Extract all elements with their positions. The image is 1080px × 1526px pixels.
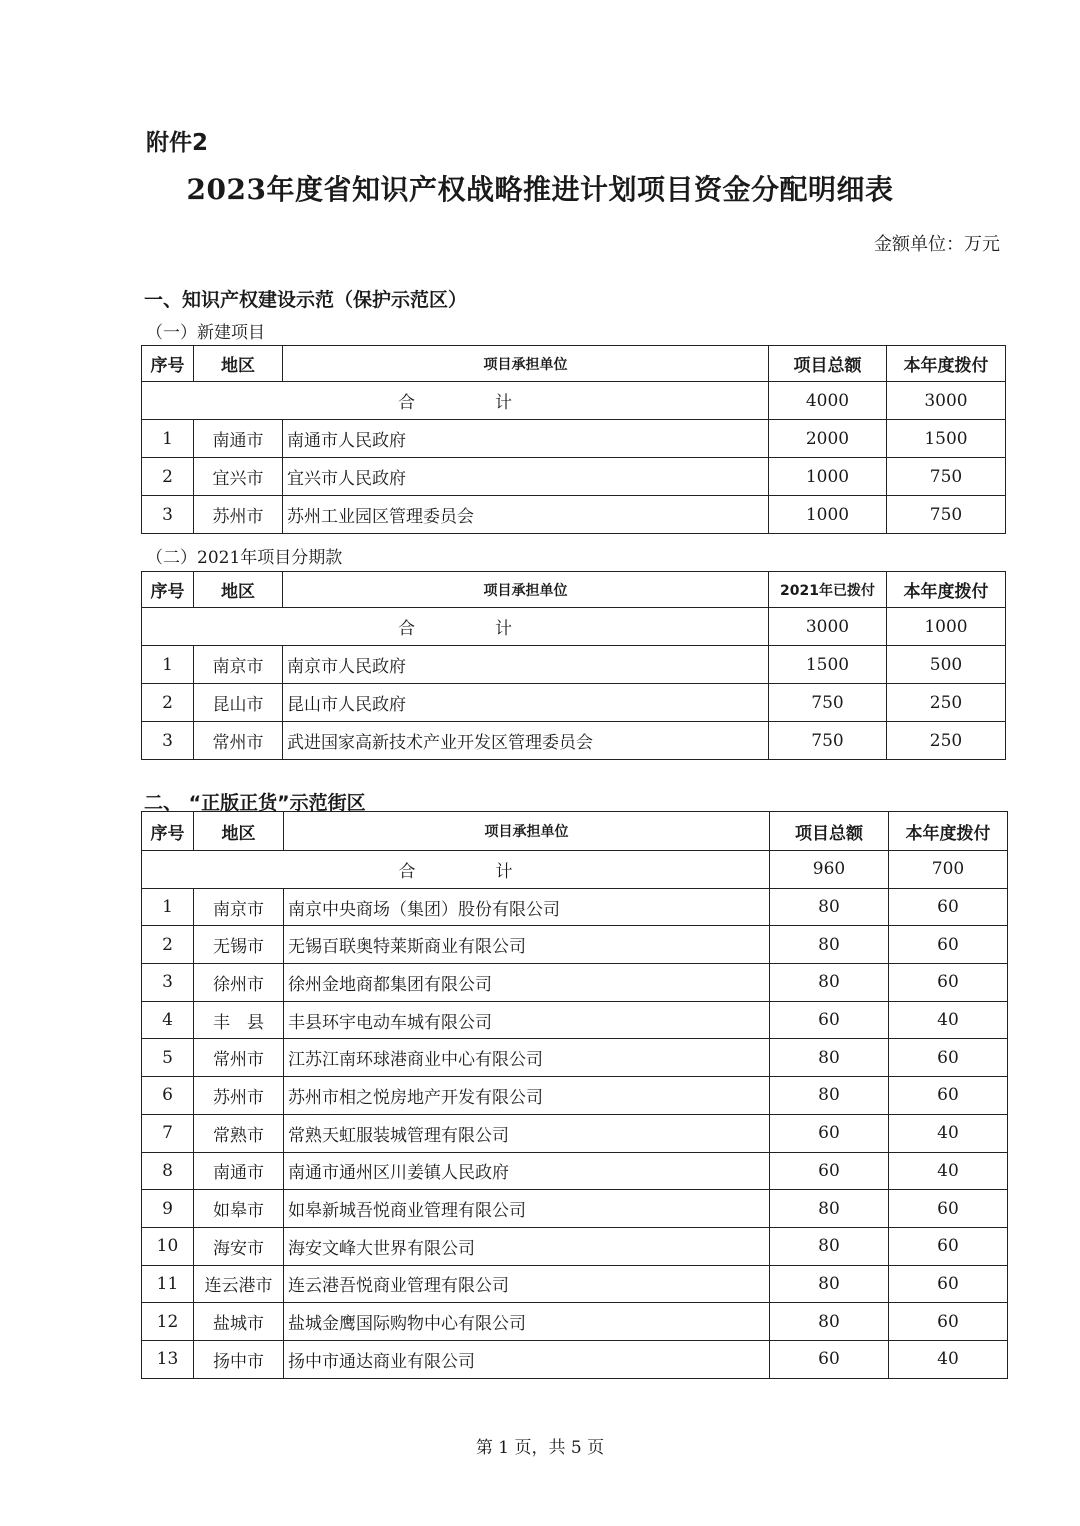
row-region: 丰 县 [194, 1001, 284, 1039]
row-region: 常州市 [194, 1039, 284, 1077]
row-number: 3 [142, 496, 194, 534]
column-header: 项目承担单位 [283, 346, 769, 382]
row-region: 无锡市 [194, 926, 284, 964]
total-label [142, 608, 769, 646]
row-region: 徐州市 [194, 964, 284, 1002]
row-region: 昆山市 [194, 684, 283, 722]
row-value2: 250 [887, 722, 1006, 760]
table-row [142, 722, 1006, 760]
total-label-right: 计 [495, 619, 512, 639]
row-number: 1 [142, 420, 194, 458]
row-unit: 苏州市相之悦房地产开发有限公司 [284, 1077, 770, 1115]
row-number: 9 [142, 1190, 194, 1228]
total-v1: 960 [770, 851, 889, 889]
table-row [142, 1152, 1008, 1190]
row-value2: 1500 [887, 420, 1006, 458]
column-header: 项目总额 [770, 812, 889, 851]
total-label-right: 计 [495, 861, 513, 882]
row-unit: 丰县环宇电动车城有限公司 [284, 1001, 770, 1039]
row-value2: 60 [889, 1303, 1008, 1341]
row-unit: 南京中央商场（集团）股份有限公司 [284, 888, 770, 926]
row-region: 苏州市 [194, 496, 283, 534]
row-number: 7 [142, 1114, 194, 1152]
document-title: 2023年度省知识产权战略推进计划项目资金分配明细表 [186, 173, 894, 206]
row-unit: 海安文峰大世界有限公司 [284, 1227, 770, 1265]
row-value1: 80 [770, 1077, 889, 1115]
row-number: 5 [142, 1039, 194, 1077]
row-unit: 无锡百联奥特莱斯商业有限公司 [284, 926, 770, 964]
total-row [142, 851, 1008, 889]
attachment-label: 附件2 [146, 130, 209, 156]
column-header: 本年度拨付 [887, 572, 1006, 608]
section1-heading: 一、知识产权建设示范（保护示范区） [144, 289, 468, 311]
row-value1: 80 [770, 1227, 889, 1265]
row-region: 常熟市 [194, 1114, 284, 1152]
table-row [142, 964, 1008, 1002]
row-region: 连云港市 [194, 1265, 284, 1303]
row-value1: 750 [769, 684, 887, 722]
table-row [142, 1227, 1008, 1265]
row-region: 南通市 [194, 1152, 284, 1190]
row-value1: 80 [770, 1039, 889, 1077]
column-header: 2021年已拨付 [769, 572, 887, 608]
table-row [142, 1114, 1008, 1152]
row-unit: 武进国家高新技术产业开发区管理委员会 [283, 722, 769, 760]
row-region: 常州市 [194, 722, 283, 760]
row-unit: 苏州工业园区管理委员会 [283, 496, 769, 534]
row-unit: 连云港吾悦商业管理有限公司 [284, 1265, 770, 1303]
row-region: 南通市 [194, 420, 283, 458]
total-label [142, 851, 770, 889]
row-unit: 扬中市通达商业有限公司 [284, 1340, 770, 1378]
row-value2: 750 [887, 458, 1006, 496]
section1-sub2-heading: （二）2021年项目分期款 [146, 548, 343, 568]
row-unit: 如皋新城吾悦商业管理有限公司 [284, 1190, 770, 1228]
row-region: 海安市 [194, 1227, 284, 1265]
row-value1: 750 [769, 722, 887, 760]
total-row [142, 608, 1006, 646]
row-number: 12 [142, 1303, 194, 1341]
row-region: 盐城市 [194, 1303, 284, 1341]
total-v2: 3000 [887, 382, 1006, 420]
page-footer: 第 1 页，共 5 页 [475, 1438, 605, 1458]
column-header: 本年度拨付 [887, 346, 1006, 382]
row-number: 1 [142, 888, 194, 926]
row-value1: 80 [770, 964, 889, 1002]
row-number: 2 [142, 684, 194, 722]
row-value1: 80 [770, 926, 889, 964]
total-label-right: 计 [495, 393, 512, 413]
column-header: 地区 [194, 572, 283, 608]
row-region: 如皋市 [194, 1190, 284, 1228]
row-value2: 500 [887, 646, 1006, 684]
section2-heading: 二、 “正版正货”示范街区 [144, 792, 366, 814]
column-header: 项目承担单位 [284, 812, 770, 851]
table-row [142, 684, 1006, 722]
table-row [142, 1303, 1008, 1341]
row-unit: 南京市人民政府 [283, 646, 769, 684]
column-header: 本年度拨付 [889, 812, 1008, 851]
column-header: 地区 [194, 812, 284, 851]
table-row [142, 926, 1008, 964]
total-label-left: 合 [398, 861, 416, 882]
row-value2: 60 [889, 1190, 1008, 1228]
row-unit: 南通市人民政府 [283, 420, 769, 458]
row-value1: 80 [770, 1265, 889, 1303]
row-number: 10 [142, 1227, 194, 1265]
column-header: 项目总额 [769, 346, 887, 382]
column-header: 项目承担单位 [283, 572, 769, 608]
row-unit: 昆山市人民政府 [283, 684, 769, 722]
row-value1: 2000 [769, 420, 887, 458]
column-header: 序号 [142, 812, 194, 851]
row-value2: 40 [889, 1152, 1008, 1190]
row-region: 扬中市 [194, 1340, 284, 1378]
table-header-row [142, 572, 1006, 608]
row-region: 南京市 [194, 888, 284, 926]
row-number: 11 [142, 1265, 194, 1303]
table-header-row [142, 346, 1006, 382]
unit-note: 金额单位：万元 [874, 234, 1000, 255]
row-value2: 40 [889, 1340, 1008, 1378]
row-value2: 60 [889, 1077, 1008, 1115]
row-number: 3 [142, 722, 194, 760]
row-value2: 40 [889, 1114, 1008, 1152]
row-number: 8 [142, 1152, 194, 1190]
row-unit: 宜兴市人民政府 [283, 458, 769, 496]
row-value2: 60 [889, 888, 1008, 926]
row-number: 1 [142, 646, 194, 684]
table-installment-projects [141, 571, 1006, 760]
row-number: 2 [142, 926, 194, 964]
row-value1: 1500 [769, 646, 887, 684]
row-unit: 南通市通州区川姜镇人民政府 [284, 1152, 770, 1190]
row-value2: 60 [889, 1227, 1008, 1265]
table-row [142, 1265, 1008, 1303]
total-v2: 1000 [887, 608, 1006, 646]
column-header: 地区 [194, 346, 283, 382]
table-demo-streets [141, 811, 1008, 1379]
table-row [142, 1340, 1008, 1378]
table-row [142, 496, 1006, 534]
total-v1: 3000 [769, 608, 887, 646]
table-row [142, 888, 1008, 926]
row-region: 苏州市 [194, 1077, 284, 1115]
row-value1: 80 [770, 1190, 889, 1228]
row-value1: 80 [770, 888, 889, 926]
total-label-left: 合 [398, 619, 415, 639]
row-value1: 80 [770, 1303, 889, 1341]
row-value2: 60 [889, 1039, 1008, 1077]
total-label [142, 382, 769, 420]
row-unit: 盐城金鹰国际购物中心有限公司 [284, 1303, 770, 1341]
total-v2: 700 [889, 851, 1008, 889]
row-unit: 徐州金地商都集团有限公司 [284, 964, 770, 1002]
row-value1: 1000 [769, 496, 887, 534]
total-label-left: 合 [398, 393, 415, 413]
row-value2: 250 [887, 684, 1006, 722]
section1-sub1-heading: （一）新建项目 [146, 323, 265, 343]
table-new-projects [141, 345, 1006, 534]
row-value2: 60 [889, 1265, 1008, 1303]
row-value2: 750 [887, 496, 1006, 534]
row-value1: 60 [770, 1001, 889, 1039]
total-v1: 4000 [769, 382, 887, 420]
row-number: 4 [142, 1001, 194, 1039]
row-value2: 40 [889, 1001, 1008, 1039]
row-value1: 60 [770, 1152, 889, 1190]
row-number: 13 [142, 1340, 194, 1378]
table-row [142, 420, 1006, 458]
row-region: 南京市 [194, 646, 283, 684]
row-value1: 1000 [769, 458, 887, 496]
table-row [142, 1077, 1008, 1115]
row-unit: 常熟天虹服装城管理有限公司 [284, 1114, 770, 1152]
row-region: 宜兴市 [194, 458, 283, 496]
row-value2: 60 [889, 926, 1008, 964]
column-header: 序号 [142, 346, 194, 382]
table-row [142, 1001, 1008, 1039]
row-unit: 江苏江南环球港商业中心有限公司 [284, 1039, 770, 1077]
row-number: 6 [142, 1077, 194, 1115]
row-number: 3 [142, 964, 194, 1002]
table-row [142, 646, 1006, 684]
table-row [142, 1190, 1008, 1228]
row-value1: 60 [770, 1114, 889, 1152]
table-row [142, 458, 1006, 496]
total-row [142, 382, 1006, 420]
row-value2: 60 [889, 964, 1008, 1002]
row-value1: 60 [770, 1340, 889, 1378]
row-number: 2 [142, 458, 194, 496]
table-row [142, 1039, 1008, 1077]
column-header: 序号 [142, 572, 194, 608]
table-header-row [142, 812, 1008, 851]
